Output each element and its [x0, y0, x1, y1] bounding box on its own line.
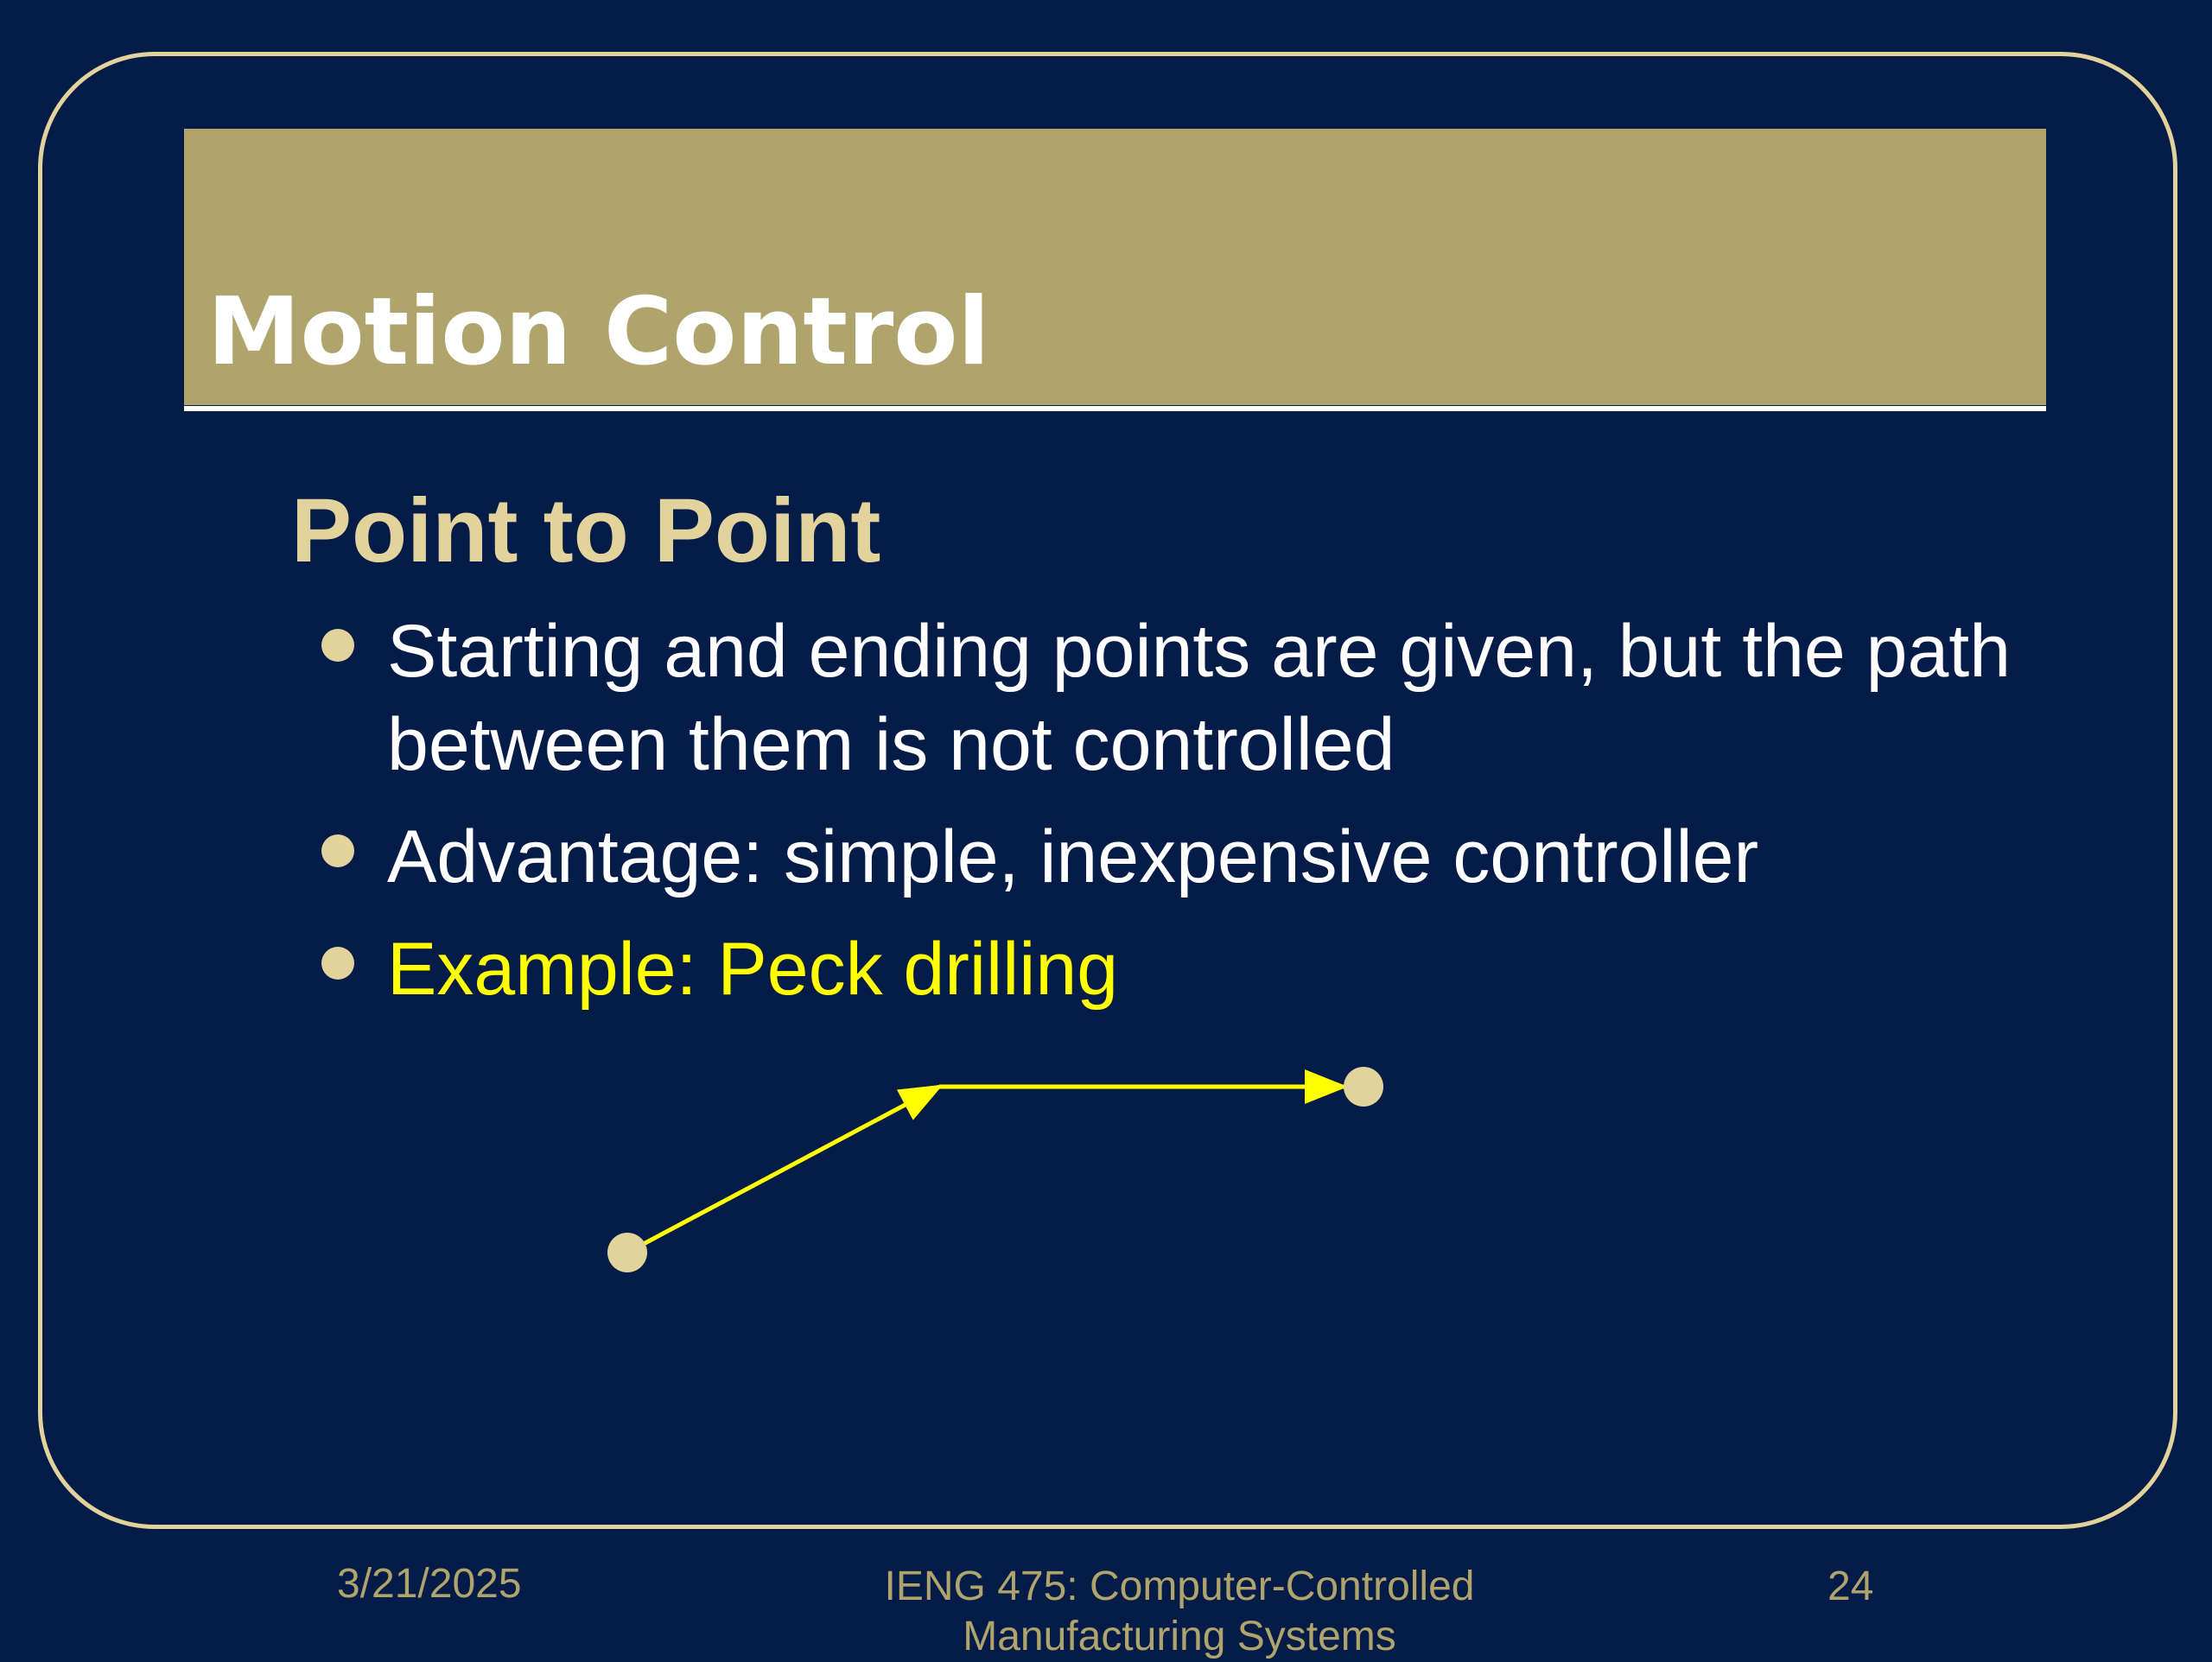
section-heading: Point to Point: [291, 480, 881, 581]
bullet-text: Starting and ending points are given, but the path between them is not controlled: [387, 610, 2012, 786]
path-segment-arrow-1: [627, 1087, 939, 1253]
bullet-text: Example: Peck drilling: [387, 928, 1119, 1011]
start-point: [607, 1233, 647, 1272]
footer-date: 3/21/2025: [337, 1561, 522, 1607]
footer-course-title: IENG 475: Computer-Controlled Manufacturing Systems: [884, 1564, 1475, 1659]
footer-page-number: 24: [1827, 1564, 1874, 1609]
slide-title: Motion Control: [207, 278, 990, 386]
bullet-text: Advantage: simple, inexpensive controller: [387, 815, 1759, 898]
end-point: [1344, 1067, 1383, 1107]
